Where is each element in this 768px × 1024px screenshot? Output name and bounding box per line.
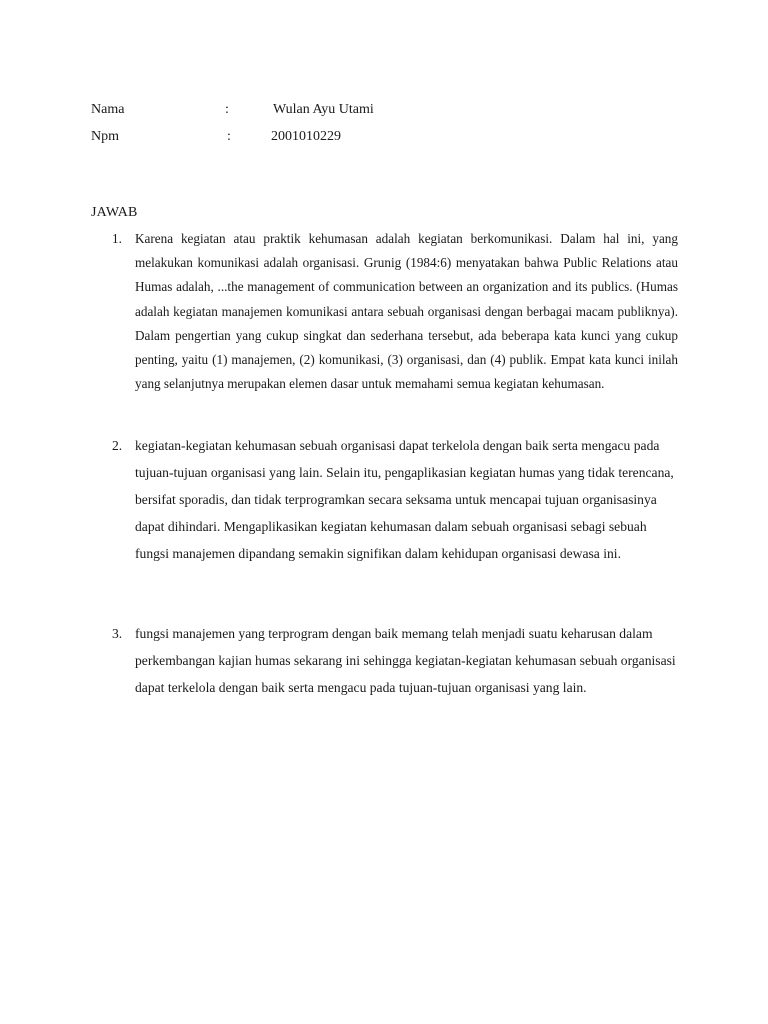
npm-colon: : xyxy=(227,129,231,144)
name-colon: : xyxy=(225,102,229,117)
answer-text: kegiatan-kegiatan kehumasan sebuah organisasi dapat terkelola dengan baik serta mengacu pada tujuan-tujuan organisasi yang lain. Selain itu, pengaplikasian kegiatan humas yang tidak terencana, bersifat sporadis, dan tidak terprogramkan secara seksama untuk mencapai tujuan organisasinya dapat dihindari. Mengaplikasikan kegiatan kehumasan dalam sebuah organisasi sebagi sebuah fungsi manajemen dipandang semakin signifikan dalam kehidupan organisasi dewasa ini. xyxy=(135,438,674,561)
answer-text: fungsi manajemen yang terprogram dengan baik memang telah menjadi suatu keharusan dalam perkembangan kajian humas sekarang ini sehingga kegiatan-kegiatan kehumasan sebuah organisasi dapat terkelola dengan baik serta mengacu pada tujuan-tujuan organisasi yang lain. xyxy=(135,626,676,695)
name-value: Wulan Ayu Utami xyxy=(273,102,374,117)
answer-number: 1. xyxy=(112,231,122,246)
name-label: Nama xyxy=(91,102,125,117)
answer-text: Karena kegiatan atau praktik kehumasan adalah kegiatan berkomunikasi. Dalam hal ini, yang melakukan komunikasi adalah organisasi. Grunig (1984:6) menyatakan bahwa Public Relations atau Humas adalah, ...the management of communication between an organization and its publics. (Humas adalah kegiatan manajemen komunikasi antara sebuah organisasi dengan berbagai macam publiknya). Dalam pengertian yang cukup singkat dan sederhana tersebut, ada beberapa kata kunci yang cukup penting, yaitu (1) manajemen, (2) komunikasi, (3) organisasi, dan (4) publik. Empat kata kunci inilah yang selanjutnya merupakan elemen dasar untuk memahami semua kegiatan kehumasan. xyxy=(135,231,678,392)
npm-label: Npm xyxy=(91,129,119,144)
npm-value: 2001010229 xyxy=(271,129,341,144)
answer-heading: JAWAB xyxy=(91,205,138,220)
answer-number: 3. xyxy=(112,626,123,641)
answer-number: 2. xyxy=(112,438,123,453)
